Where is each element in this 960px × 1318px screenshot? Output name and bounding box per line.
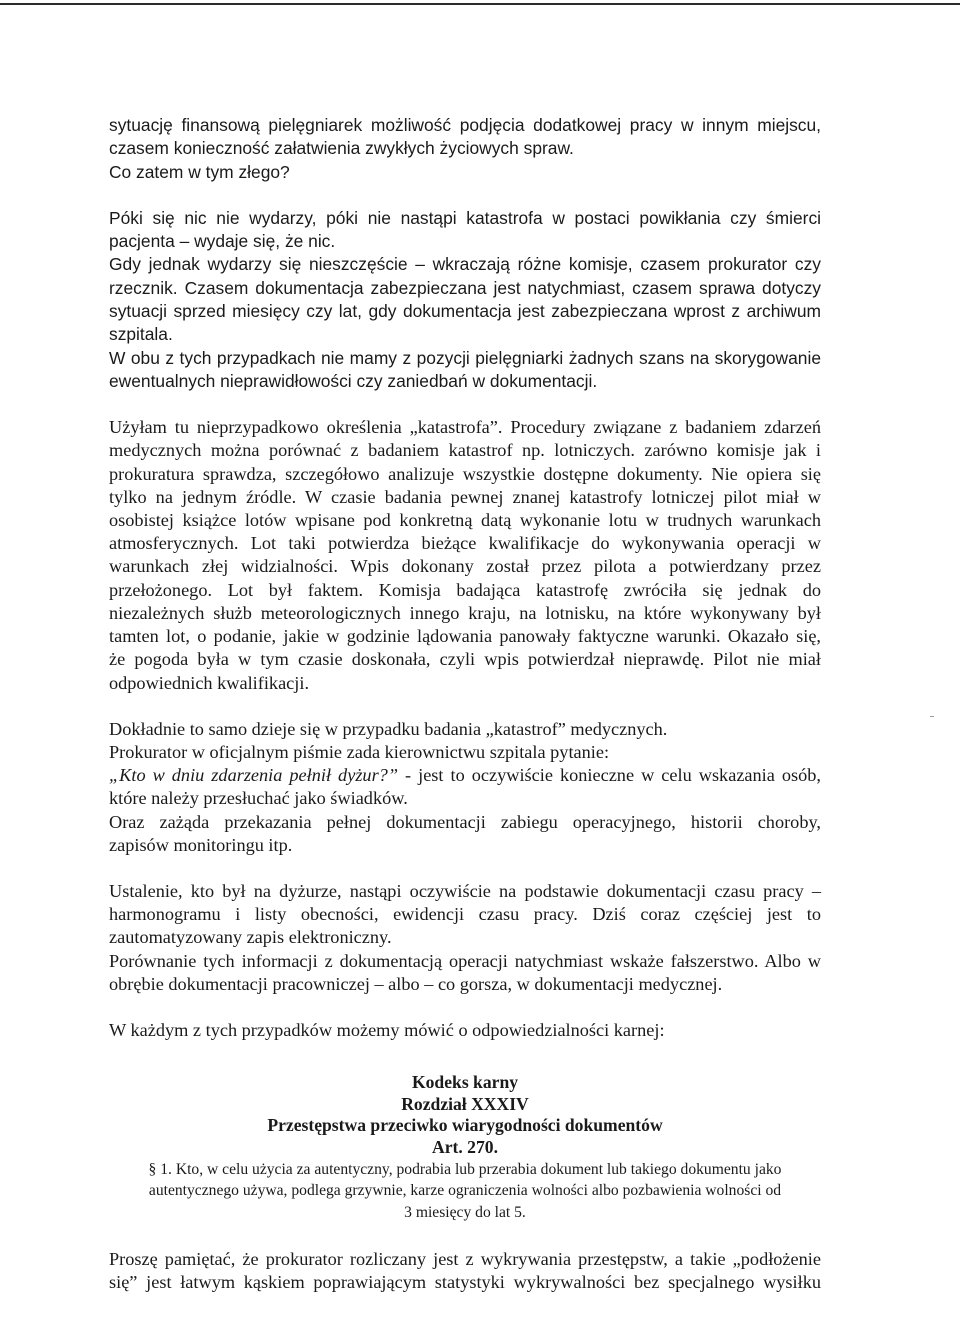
text-line: szpitala.: [109, 324, 173, 345]
law-title: Kodeks karny: [411, 1072, 519, 1093]
text-line: niezależnych służb meteorologicznych innego kraju, na lotnisku, na które wykonywany był: [109, 602, 821, 623]
text-line: prokuratura sprawdza, szczegółowo analizuje wszystkie dostępne dokumenty. Nie opiera się: [109, 463, 821, 484]
paragraph-duty-roster: [109, 880, 821, 996]
paragraph-liability: [109, 1019, 821, 1042]
text-line: które należy przesłuchać jako świadków.: [109, 788, 408, 809]
text-line: W każdym z tych przypadków możemy mówić o odpowiedzialności karnej:: [109, 1019, 665, 1040]
text-line: pacjenta – wydaje się, że nic.: [109, 231, 336, 252]
text-line: sytuacji sprzed miesięcy czy lat, gdy dokumentacja jest zabezpieczana wprost z archiwum: [109, 301, 821, 322]
text-line: Porównanie tych informacji z dokumentacją operacji natychmiast wskaże fałszerstwo. Albo w: [109, 950, 821, 971]
text-line: medycznych można porównać z badaniem katastrof np. lotniczych. zarówno komisje jak i: [109, 440, 821, 461]
text-line: Oraz zażąda przekazania pełnej dokumentacji zabiegu operacyjnego, historii choroby,: [109, 811, 821, 832]
paragraph-risk: [109, 207, 821, 393]
question-quote: „Kto w dniu zdarzenia pełnił dyżur?”: [109, 765, 398, 786]
text-line: Dokładnie to samo dzieje się w przypadku badania „katastrof” medycznych.: [109, 718, 668, 739]
text-line: odpowiednich kwalifikacji.: [109, 672, 310, 693]
text-line: zapisów monitoringu itp.: [109, 834, 293, 855]
text-line: tamten lot, o podanie, jakie w godzinie lądowania panowały faktyczne warunki. Okazało się,: [109, 626, 821, 647]
text-line: Proszę pamiętać, że prokurator rozliczany jest z wykrywania przestępstw, a takie „podłożenie: [109, 1248, 821, 1269]
text-line: ewentualnych nieprawidłowości czy zaniedbań w dokumentacji.: [109, 370, 598, 391]
text-line: przełożonego. Lot był faktem. Komisja badająca katastrofę zwróciła się jednak do: [109, 579, 821, 600]
law-heading: Przestępstwa przeciwko wiarygodności dokumentów: [267, 1115, 663, 1136]
question-comment: - jest to oczywiście konieczne w celu wskazania osób,: [398, 765, 821, 786]
text-line: atmosferycznych. Lot taki potwierdza bieżące kwalifikacje do wykonywania operacji w: [109, 533, 821, 554]
text-line: że pogoda była w tym czasie doskonała, czyli wpis potwierdzał nieprawdę. Pilot nie miał: [109, 649, 821, 670]
text-line: Póki się nic nie wydarzy, póki nie nastąpi katastrofa w postaci powikłania czy śmierci: [109, 207, 821, 228]
text-line: tylko na jednym źródle. W czasie badania pewnej znanej katastrofy lotniczej pilot miał w: [109, 486, 821, 507]
paragraph-closing: [109, 1248, 821, 1294]
scan-artifact: [930, 716, 934, 717]
text-line: obrębie dokumentacji pracowniczej – albo – co gorsza, w dokumentacji medycznej.: [109, 973, 723, 994]
law-body-line: § 1. Kto, w celu użycia za autentyczny, podrabia lub przerabia dokument lub takiego dokumentu jako: [148, 1160, 782, 1178]
law-body-line: autentycznego używa, podlega grzywnie, karze ograniczenia wolności albo pozbawienia wolności od: [148, 1182, 782, 1200]
text-line: Gdy jednak wydarzy się nieszczęście – wkraczają różne komisje, czasem prokurator czy: [109, 254, 821, 275]
text-line: czasem konieczność załatwienia zwykłych życiowych spraw.: [109, 138, 574, 159]
document-page: [109, 114, 821, 1294]
text-line: Ustalenie, kto był na dyżurze, nastąpi oczywiście na podstawie dokumentacji czasu pracy –: [109, 880, 821, 901]
law-excerpt: [109, 1072, 821, 1224]
text-line: Prokurator w oficjalnym piśmie zada kierownictwu szpitala pytanie:: [109, 741, 610, 762]
law-article: Art. 270.: [432, 1136, 498, 1157]
text-line: osobistej książce lotów wpisane pod konkretną datą wykonanie lotu w trudnych warunkach: [109, 510, 821, 531]
text-line: warunkach złej widzialności. Wpis dokonany został przez pilota a potwierdzany przez: [109, 556, 821, 577]
top-scan-rule: [0, 3, 960, 5]
text-line: W obu z tych przypadkach nie mamy z pozycji pielęgniarki żadnych szans na skorygowanie: [109, 347, 821, 368]
text-line: rzecznik. Czasem dokumentacja zabezpieczana jest natychmiast, czasem sprawa dotyczy: [109, 277, 821, 298]
paragraph-catastrophe: [109, 416, 821, 694]
text-line: sytuację finansową pielęgniarek możliwość podjęcia dodatkowej pracy w innym miejscu,: [109, 115, 821, 135]
text-line: zautomatyzowany zapis elektroniczny.: [109, 927, 392, 948]
text-line: się” jest łatwym kąskiem poprawiającym statystyki wykrywalności bez specjalnego wysiłku: [109, 1272, 821, 1293]
text-line: Użyłam tu nieprzypadkowo określenia „katastrofa”. Procedury związane z badaniem zdarzeń: [109, 417, 821, 438]
paragraph-intro: [109, 114, 821, 184]
text-line: harmonogramu i listy obecności, ewidencji czasu pracy. Dziś coraz częściej jest to: [109, 904, 821, 925]
law-chapter: Rozdział XXXIV: [401, 1093, 529, 1114]
law-body-line: 3 miesięcy do lat 5.: [404, 1204, 526, 1222]
text-line: [109, 764, 821, 787]
paragraph-prosecutor: [109, 718, 821, 857]
text-line: Co zatem w tym złego?: [109, 161, 290, 182]
